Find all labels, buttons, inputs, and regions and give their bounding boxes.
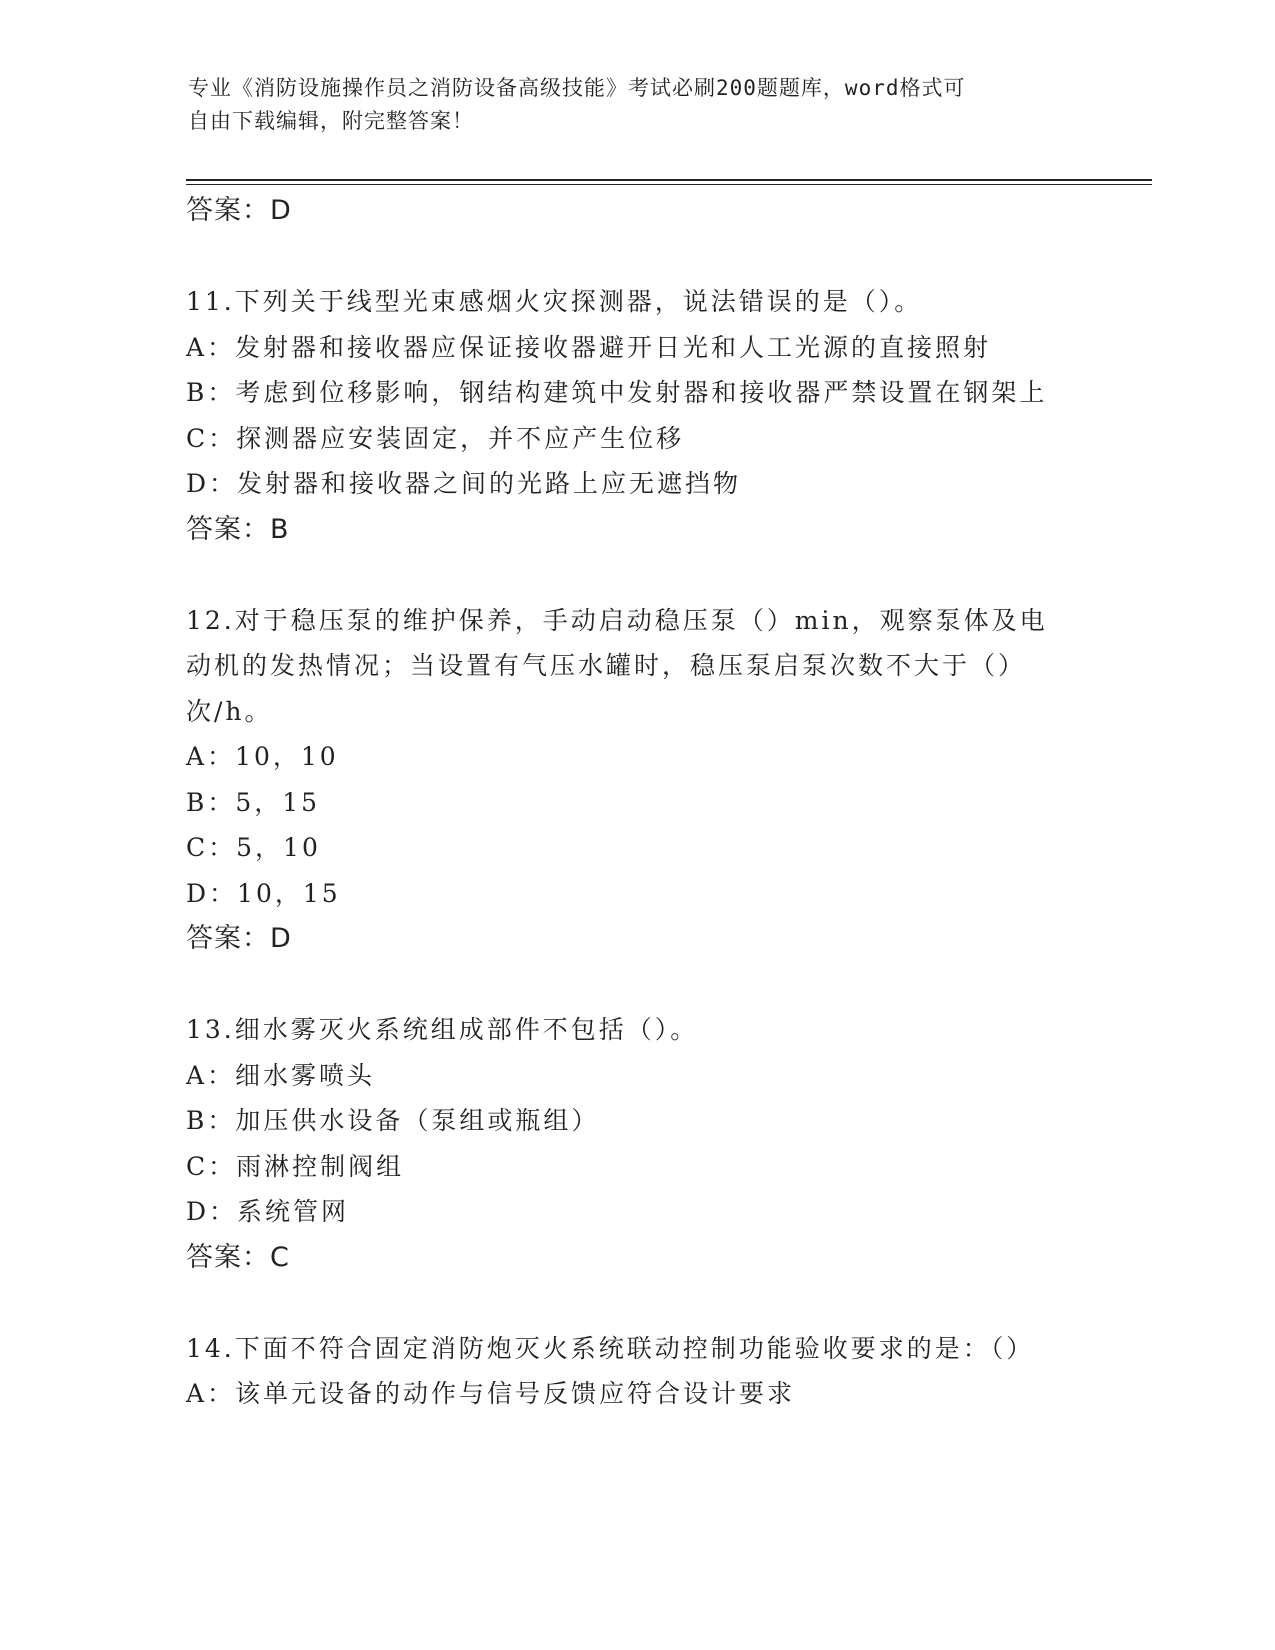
question-block — [186, 598, 1146, 962]
answer-line: 答案：D — [186, 195, 292, 226]
option-c: C：探测器应安装固定，并不应产生位移 — [186, 423, 685, 453]
answer-line: 答案：C — [186, 1241, 290, 1273]
answer-line: 答案：B — [186, 513, 290, 545]
question-text: 13.细水雾灭火系统组成部件不包括（）。 — [186, 1015, 699, 1044]
spacer — [186, 1280, 1146, 1326]
answer-line: 答案：D — [186, 923, 292, 954]
option-b: B：5，15 — [186, 787, 321, 817]
option-d: D：系统管网 — [186, 1197, 350, 1226]
question-block — [186, 1326, 1146, 1417]
question-block — [186, 279, 1146, 552]
option-a: A：该单元设备的动作与信号反馈应符合设计要求 — [186, 1379, 796, 1408]
question-text: 动机的发热情况；当设置有气压水罐时，稳压泵启泵次数不大于（） — [186, 651, 1027, 680]
question-list — [186, 188, 1146, 1417]
option-b: B：加压供水设备（泵组或瓶组） — [186, 1106, 600, 1135]
question-text: 11.下列关于线型光束感烟火灾探测器，说法错误的是（）。 — [186, 287, 923, 316]
spacer — [186, 234, 1146, 280]
header-title-line-1: 专业《消防设施操作员之消防设备高级技能》考试必刷200题题库，word格式可 — [188, 76, 966, 100]
spacer — [186, 552, 1146, 598]
header-divider-thin — [186, 184, 1152, 185]
option-a: A：发射器和接收器应保证接收器避开日光和人工光源的直接照射 — [186, 332, 992, 362]
question-block — [186, 1007, 1146, 1280]
option-c: C：5，10 — [186, 833, 321, 862]
question-text: 14.下面不符合固定消防炮灭火系统联动控制功能验收要求的是：（） — [186, 1333, 1035, 1363]
option-b: B：考虑到位移影响，钢结构建筑中发射器和接收器严禁设置在钢架上 — [186, 378, 1048, 407]
option-d: D：发射器和接收器之间的光路上应无遮挡物 — [186, 469, 742, 498]
spacer — [186, 962, 1146, 1008]
option-d: D：10，15 — [186, 878, 341, 908]
question-text: 次/h。 — [186, 696, 273, 726]
option-c: C：雨淋控制阀组 — [186, 1151, 405, 1181]
header-title-line-2: 自由下载编辑，附完整答案！ — [188, 109, 474, 133]
option-a: A：细水雾喷头 — [186, 1060, 376, 1090]
option-a: A：10，10 — [186, 742, 339, 771]
document-header — [188, 72, 1088, 138]
question-text: 12.对于稳压泵的维护保养，手动启动稳压泵（）min，观察泵体及电 — [186, 605, 1048, 635]
header-divider-thick — [186, 179, 1152, 181]
